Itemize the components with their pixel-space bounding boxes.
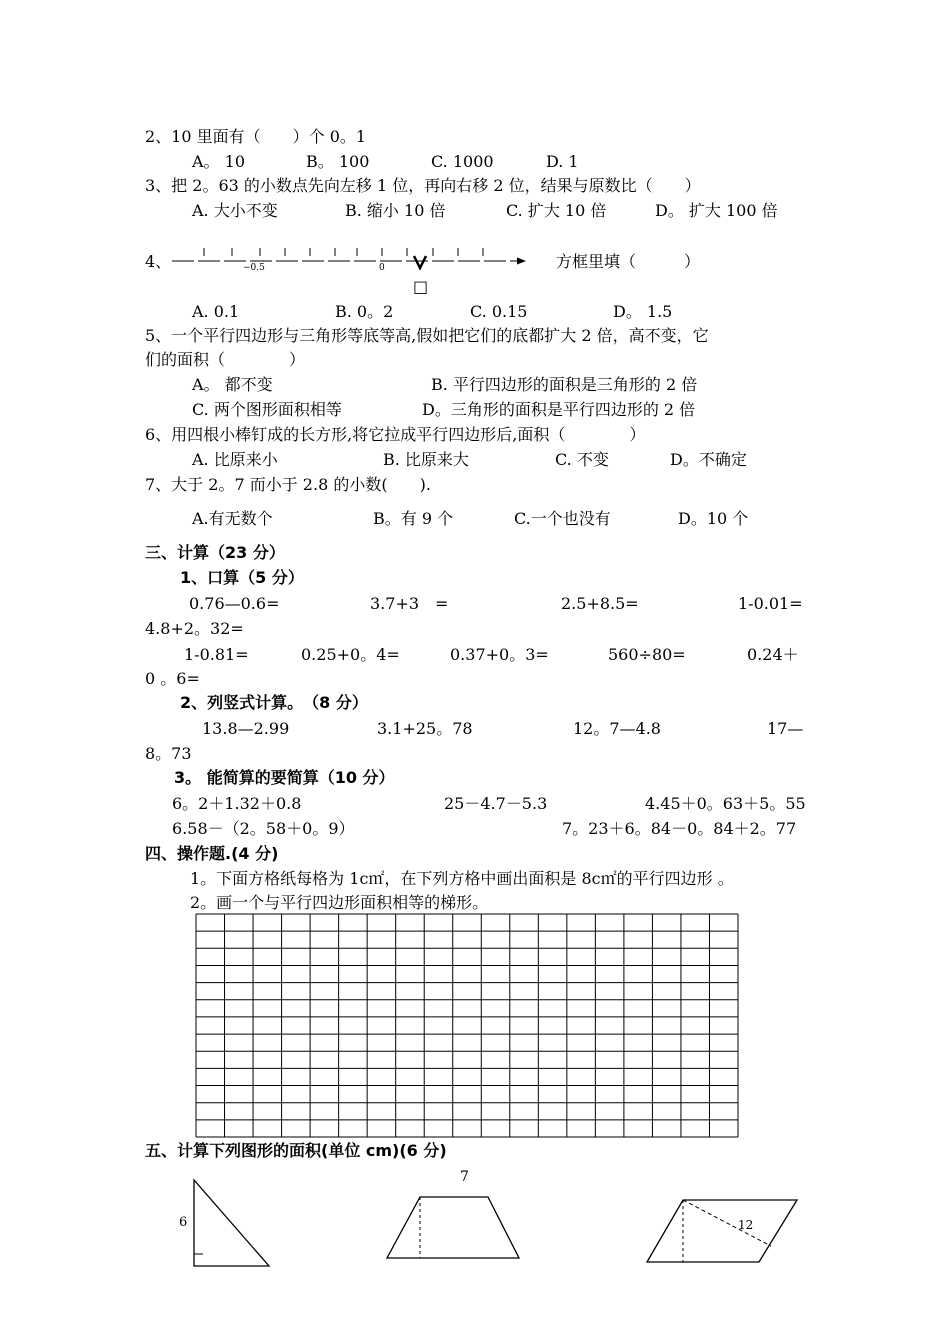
q2-option-d: D. 1: [546, 152, 579, 171]
oral-item: 0 。6=: [145, 669, 200, 688]
oral-item: 1-0.01=: [738, 594, 803, 613]
q4-option-c: C. 0.15: [470, 302, 528, 321]
q5-stem-line1: 5、一个平行四边形与三角形等底等高,假如把它们的底都扩大 2 倍，高不变，它: [145, 326, 709, 345]
q4-prefix: 4、: [145, 252, 172, 271]
q7-option-a: A.有无数个: [192, 509, 273, 528]
simplify-heading: 3。 能简算的要简算（10 分）: [174, 768, 395, 787]
tick-label-neg-half: −0.5: [243, 263, 265, 273]
q4-option-b: B. 0。2: [335, 302, 394, 321]
q2-option-a: A。 10: [192, 152, 246, 171]
q6-option-a: A. 比原来小: [192, 450, 278, 469]
oral-item: 0.76—0.6=: [189, 594, 280, 613]
right-triangle: [194, 1180, 269, 1266]
parallelogram: [647, 1200, 797, 1262]
section3-title: 三、计算（23 分）: [145, 543, 285, 562]
vertical-item: 13.8—2.99: [202, 719, 290, 738]
q2-option-b: B。 100: [306, 152, 370, 171]
simplify-item: 7。23＋6。84－0。84＋2。77: [562, 819, 797, 838]
q4-option-a: A. 0.1: [192, 302, 240, 321]
q3-stem: 3、把 2。63 的小数点先向左移 1 位，再向右移 2 位，结果与原数比（ ）: [145, 176, 701, 195]
triangle-height-label: 6: [179, 1215, 188, 1230]
q4-option-d: D。 1.5: [613, 302, 673, 321]
oral-item: 560÷80=: [608, 645, 686, 664]
q7-stem: 7、大于 2。7 而小于 2.8 的小数( ).: [145, 475, 431, 494]
q7-option-b: B。有 9 个: [373, 509, 454, 528]
operation-item-2: 2。画一个与平行四边形面积相等的梯形。: [190, 893, 489, 912]
vertical-item: 8。73: [145, 744, 192, 763]
q5-option-d: D。三角形的面积是平行四边形的 2 倍: [422, 400, 696, 419]
q7-option-d: D。10 个: [678, 509, 749, 528]
simplify-item: 6.58－（2。58＋0。9）: [172, 819, 355, 838]
simplify-item: 4.45＋0。63＋5。55: [645, 794, 806, 813]
oral-item: 0.25+0。4=: [301, 645, 400, 664]
trapezoid: [387, 1197, 519, 1258]
vertical-item: 12。7—4.8: [573, 719, 661, 738]
q3-option-c: C. 扩大 10 倍: [506, 201, 607, 220]
q6-option-c: C. 不变: [555, 450, 609, 469]
q5-option-b: B. 平行四边形的面积是三角形的 2 倍: [431, 375, 698, 394]
q6-option-b: B. 比原来大: [383, 450, 469, 469]
oral-item: 0.24＋: [747, 645, 799, 664]
oral-item: 1-0.81=: [184, 645, 249, 664]
q3-option-a: A. 大小不变: [192, 201, 278, 220]
vertical-item: 17—: [767, 719, 804, 738]
q6-stem: 6、用四根小棒钉成的长方形,将它拉成平行四边形后,面积（ ）: [145, 425, 646, 444]
section4-title: 四、操作题.(4 分): [145, 844, 279, 863]
q7-option-c: C.一个也没有: [514, 509, 611, 528]
simplify-item: 6。2＋1.32＋0.8: [172, 794, 302, 813]
simplify-item: 25－4.7－5.3: [444, 794, 548, 813]
vertical-item: 3.1+25。78: [377, 719, 473, 738]
oral-item: 3.7+3 =: [370, 594, 449, 613]
section5-title: 五、计算下列图形的面积(单位 cm)(6 分): [145, 1141, 447, 1160]
oral-item: 0.37+0。3=: [450, 645, 549, 664]
trapezoid-top-label: 7: [460, 1169, 469, 1185]
q2-stem: 2、10 里面有（ ）个 0。1: [145, 127, 367, 146]
q4-question: 方框里填（ ）: [556, 252, 701, 271]
q5-option-c: C. 两个图形面积相等: [192, 400, 342, 419]
q5-stem-line2: 们的面积（ ）: [145, 350, 306, 369]
oral-item: 2.5+8.5=: [561, 594, 639, 613]
answer-box: □: [413, 277, 429, 296]
vertical-calc-heading: 2、列竖式计算。 （8 分）: [180, 693, 368, 712]
operation-item-1: 1。下面方格纸每格为 1c㎡，在下列方格中画出面积是 8c㎡的平行四边形 。: [190, 869, 734, 888]
q2-option-c: C. 1000: [431, 152, 494, 171]
q3-option-b: B. 缩小 10 倍: [345, 201, 446, 220]
tick-label-zero: 0: [379, 263, 385, 273]
parallelogram-diagonal-label: 12: [738, 1218, 754, 1232]
oral-calc-heading: 1、口算（5 分）: [180, 568, 304, 587]
oral-item: 4.8+2。32=: [145, 619, 244, 638]
q6-option-d: D。不确定: [670, 450, 747, 469]
q3-option-d: D。 扩大 100 倍: [655, 201, 778, 220]
q5-option-a: A。 都不变: [192, 375, 273, 394]
